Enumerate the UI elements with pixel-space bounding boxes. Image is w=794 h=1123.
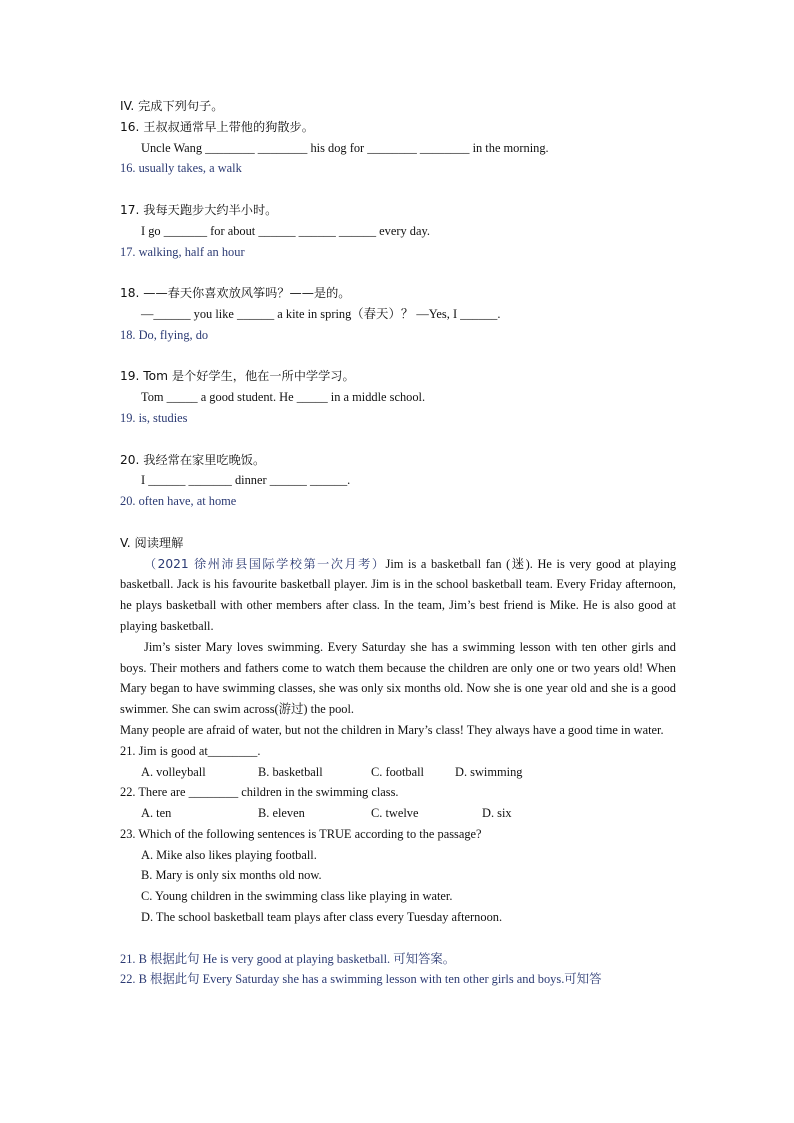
- question-16-chinese: 16. 王叔叔通常早上带他的狗散步。: [120, 119, 314, 134]
- question-18-english: —______ you like ______ a kite in spring（春天）？ —Yes, I ______.: [141, 306, 501, 321]
- option-d: D. six: [482, 806, 512, 821]
- question-19-english: Tom _____ a good student. He _____ in a middle school.: [141, 390, 426, 405]
- passage-paragraph-1: [120, 554, 676, 637]
- question-22-options: [120, 803, 676, 824]
- section-5-heading: V. 阅读理解: [120, 535, 184, 550]
- question-17-chinese: 17. 我每天跑步大约半小时。: [120, 202, 278, 217]
- question-21-stem: 21. Jim is good at________.: [120, 743, 261, 758]
- passage-paragraph-1-text: Jim is a basketball fan (迷). He is very good at playing basketball. Jack is his favourite basketball player. Jim is in the school basketball team. Every Friday afternoon, he plays basketball with other members after class. In the team, Jim’s best friend is Mike. He is also good at playing basketball.: [120, 556, 677, 633]
- question-19-chinese: 19. Tom 是个好学生，他在一所中学学习。: [120, 369, 355, 384]
- option-d: D. The school basketball team plays after class every Tuesday afternoon.: [141, 910, 503, 925]
- spacer: [120, 928, 676, 949]
- question-22-stem: 22. There are ________ children in the swimming class.: [120, 785, 399, 800]
- question-19-answer: 19. is, studies: [120, 410, 188, 425]
- spacer: [120, 429, 676, 450]
- passage-paragraph-3: Many people are afraid of water, but not the children in Mary’s class! They always have a good time in water.: [120, 722, 664, 737]
- spacer: [120, 512, 676, 533]
- question-16-english: Uncle Wang ________ ________ his dog for ________ ________ in the morning.: [141, 140, 549, 155]
- question-23-stem: 23. Which of the following sentences is TRUE according to the passage?: [120, 826, 482, 841]
- question-20-english: I ______ _______ dinner ______ ______.: [141, 473, 351, 488]
- question-23: [120, 824, 676, 928]
- option-a: A. volleyball: [141, 764, 206, 779]
- question-17-english: I go _______ for about ______ ______ ______ every day.: [141, 223, 430, 238]
- worksheet-page: [120, 96, 676, 990]
- question-21-options: [120, 762, 676, 783]
- question-20-answer: 20. often have, at home: [120, 494, 237, 509]
- option-b: B. eleven: [258, 806, 305, 821]
- question-18-chinese: 18. ——春天你喜欢放风筝吗？——是的。: [120, 286, 351, 301]
- question-16: [120, 117, 676, 179]
- question-22: [120, 782, 676, 824]
- option-a: A. Mike also likes playing football.: [141, 847, 317, 862]
- question-20-chinese: 20. 我经常在家里吃晚饭。: [120, 452, 266, 467]
- question-17: [120, 200, 676, 262]
- option-b: B. basketball: [258, 764, 323, 779]
- passage-paragraph-2: Jim’s sister Mary loves swimming. Every Saturday she has a swimming lesson with ten other girls and boys. Their mothers and fathers come to watch them because the children are only one or two years old! When Mary began to have swimming classes, she was only six months old. Now she is one year old and she is a good swimmer. She can swim across(游过) the pool.: [120, 639, 676, 717]
- answer-explanation-21: 21. B 根据此句 He is very good at playing basketball. 可知答案。: [120, 951, 456, 966]
- question-21: [120, 741, 676, 783]
- section-4-heading: IV. 完成下列句子。: [120, 99, 224, 113]
- option-c: C. twelve: [371, 806, 419, 821]
- option-a: A. ten: [141, 806, 172, 821]
- passage-source: （2021 徐州沛县国际学校第一次月考）: [144, 556, 386, 571]
- spacer: [120, 179, 676, 200]
- option-c: C. Young children in the swimming class like playing in water.: [141, 889, 453, 904]
- option-d: D. swimming: [455, 764, 523, 779]
- question-19: [120, 366, 676, 428]
- question-20: [120, 450, 676, 512]
- question-16-answer: 16. usually takes, a walk: [120, 161, 242, 176]
- spacer: [120, 262, 676, 283]
- question-17-answer: 17. walking, half an hour: [120, 244, 245, 259]
- question-18: [120, 283, 676, 345]
- answer-explanation-22: 22. B 根据此句 Every Saturday she has a swimming lesson with ten other girls and boys.可知答: [120, 972, 602, 987]
- spacer: [120, 346, 676, 367]
- option-c: C. football: [371, 764, 424, 779]
- question-18-answer: 18. Do, flying, do: [120, 327, 209, 342]
- option-b: B. Mary is only six months old now.: [141, 868, 322, 883]
